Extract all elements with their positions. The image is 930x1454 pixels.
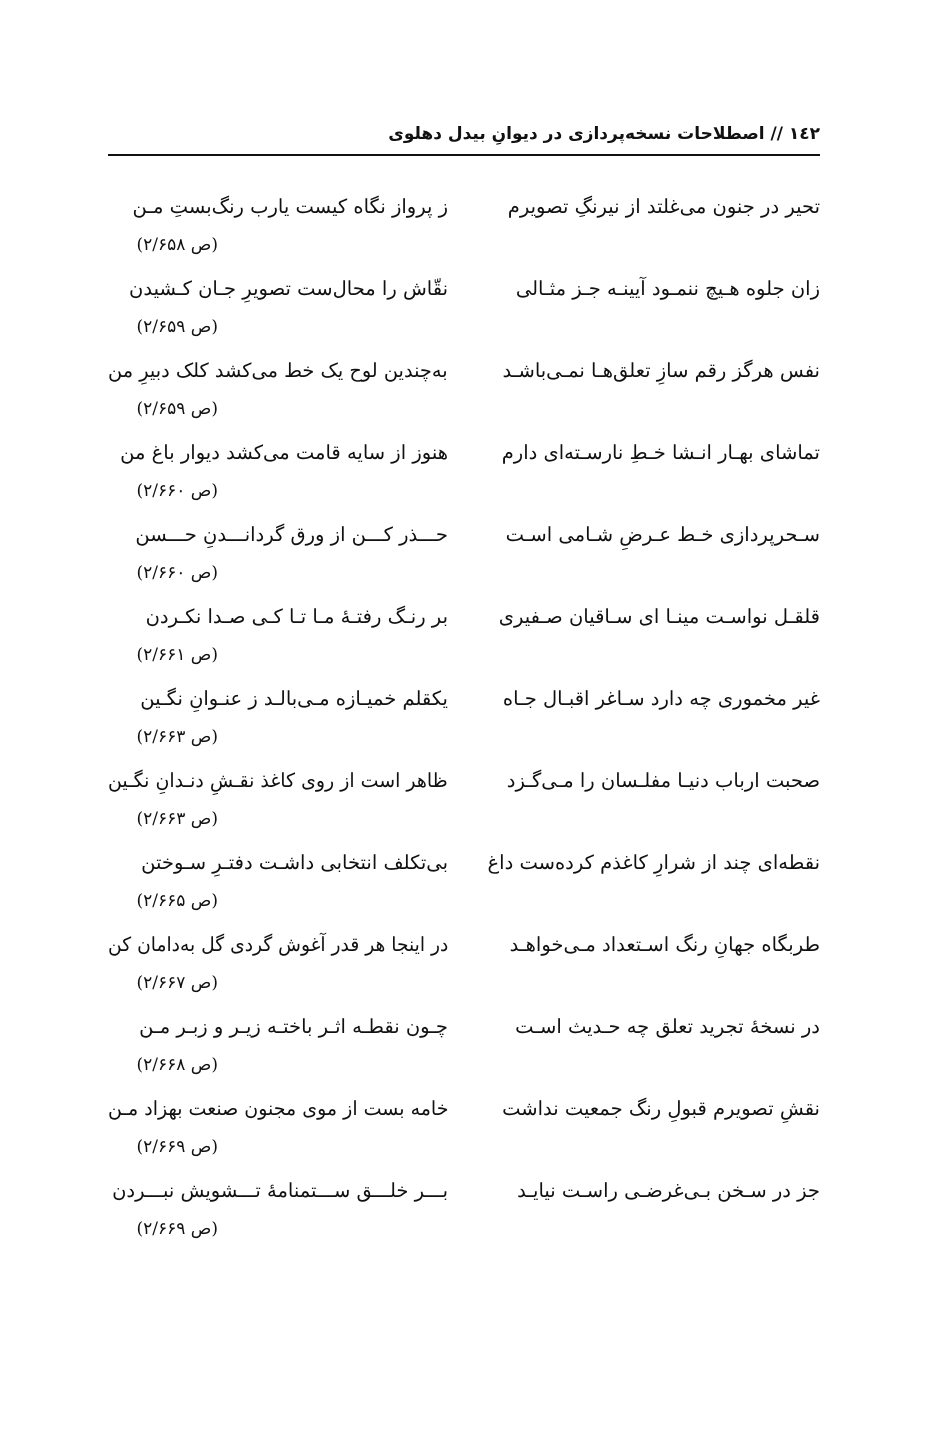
second-hemistich: ظاهر است از روی کاغذ نقـشِ دنـدانِ نگـین: [108, 769, 448, 792]
second-hemistich: خامه بست از موی مجنون صنعت بهزاد مـن: [107, 1097, 448, 1120]
second-hemistich: حـــذر کـــن از ورق گردانـــدنِ حـــسن: [135, 523, 448, 546]
book-title: اصطلاحات نسخه‌پردازی در دیوانِ بیدل دهلوی: [388, 124, 765, 144]
page-reference: (ص ۲/۶۶۱): [136, 645, 218, 665]
first-hemistich: جز در سـخن بـی‌غرضـی راسـت نیایـد: [517, 1179, 820, 1202]
second-hemistich: هنوز از سایه قامت می‌کشد دیوار باغ من: [120, 441, 448, 464]
verse-entry: [0, 926, 930, 1008]
page-reference: (ص ۲/۶۶۳): [136, 809, 218, 829]
page-reference: (ص ۲/۶۶۹): [136, 1137, 218, 1157]
verse-entry: [0, 1090, 930, 1172]
page-reference: (ص ۲/۶۶۰): [136, 481, 218, 501]
page-reference: (ص ۲/۶۵۹): [136, 317, 218, 337]
page-reference: (ص ۲/۶۶۳): [136, 727, 218, 747]
page-number: ۱٤۲: [788, 124, 820, 144]
first-hemistich: نقطه‌ای چند از شرارِ کاغذم کرده‌ست داغ: [487, 851, 820, 874]
second-hemistich: یکقلم خمیـازه مـی‌بالـد ز عنـوانِ نگـین: [140, 687, 448, 710]
page-reference: (ص ۲/۶۶۰): [136, 563, 218, 583]
page-reference: (ص ۲/۶۶۹): [136, 1219, 218, 1239]
page-reference: (ص ۲/۶۵۸): [136, 235, 218, 255]
verse-entry: [0, 434, 930, 516]
first-hemistich: نفس هرگز رقم سازِ تعلق‌هـا نمـی‌باشـد: [502, 359, 820, 382]
first-hemistich: نقشِ تصویرم قبولِ رنگ جمعیت نداشت: [502, 1097, 820, 1120]
second-hemistich: چـون نقطـه اثـر باختـه زیـر و زبـر مـن: [139, 1015, 448, 1038]
verse-entry: [0, 844, 930, 926]
first-hemistich: قلقـل نواسـت مینـا ای سـاقیان صـفیری: [498, 605, 820, 628]
second-hemistich: به‌چندین لوح یک خط می‌کشد کلک دبیرِ من: [108, 359, 448, 382]
page-reference: (ص ۲/۶۶۷): [136, 973, 218, 993]
first-hemistich: در نسخهٔ تجرید تعلق چه حـدیث اسـت: [515, 1015, 820, 1038]
verse-list: [0, 188, 930, 1254]
verse-entry: [0, 1172, 930, 1254]
verse-entry: [0, 188, 930, 270]
second-hemistich: در اینجا هر قدر آغوش گردی گل به‌دامان کن: [107, 933, 448, 956]
running-header: [388, 123, 820, 145]
header-rule: [108, 154, 820, 156]
second-hemistich: ز پرواز نگاه کیست یارب رنگ‌بستِ مـن: [132, 195, 448, 218]
verse-entry: [0, 598, 930, 680]
page-reference: (ص ۲/۶۵۹): [136, 399, 218, 419]
second-hemistich: بـــر خلـــق ســـتمنامهٔ تـــشویش نبـــردن: [112, 1179, 448, 1202]
first-hemistich: طربگاه جهانِ رنگ اسـتعداد مـی‌خواهـد: [509, 933, 820, 956]
page-reference: (ص ۲/۶۶۵): [136, 891, 218, 911]
verse-entry: [0, 352, 930, 434]
verse-entry: [0, 270, 930, 352]
first-hemistich: غیر مخموری چه دارد سـاغر اقبـال جـاه: [502, 687, 820, 710]
first-hemistich: سـحرپردازی خـط عـرضِ شـامی اسـت: [505, 523, 820, 546]
first-hemistich: صحبت ارباب دنیـا مفلـسان را مـی‌گـزد: [506, 769, 820, 792]
header-separator: //: [770, 124, 783, 144]
verse-entry: [0, 1008, 930, 1090]
second-hemistich: بر رنـگ رفتـهٔ مـا تـا کـی صـدا نکـردن: [145, 605, 448, 628]
second-hemistich: بی‌تکلف انتخابی داشـت دفتـرِ سـوختن: [141, 851, 448, 874]
verse-entry: [0, 516, 930, 598]
verse-entry: [0, 762, 930, 844]
second-hemistich: نقّاش را محال‌ست تصویرِ جـان کـشیدن: [129, 277, 448, 300]
page-reference: (ص ۲/۶۶۸): [136, 1055, 218, 1075]
first-hemistich: تماشای بهـار انـشا خـطِ نارسـته‌ای دارم: [501, 441, 820, 464]
first-hemistich: زان جلوه هـیچ ننمـود آیینـه جـز مثـالی: [515, 277, 820, 300]
verse-entry: [0, 680, 930, 762]
first-hemistich: تحیر در جنون می‌غلتد از نیرنگِ تصویرم: [507, 195, 820, 218]
